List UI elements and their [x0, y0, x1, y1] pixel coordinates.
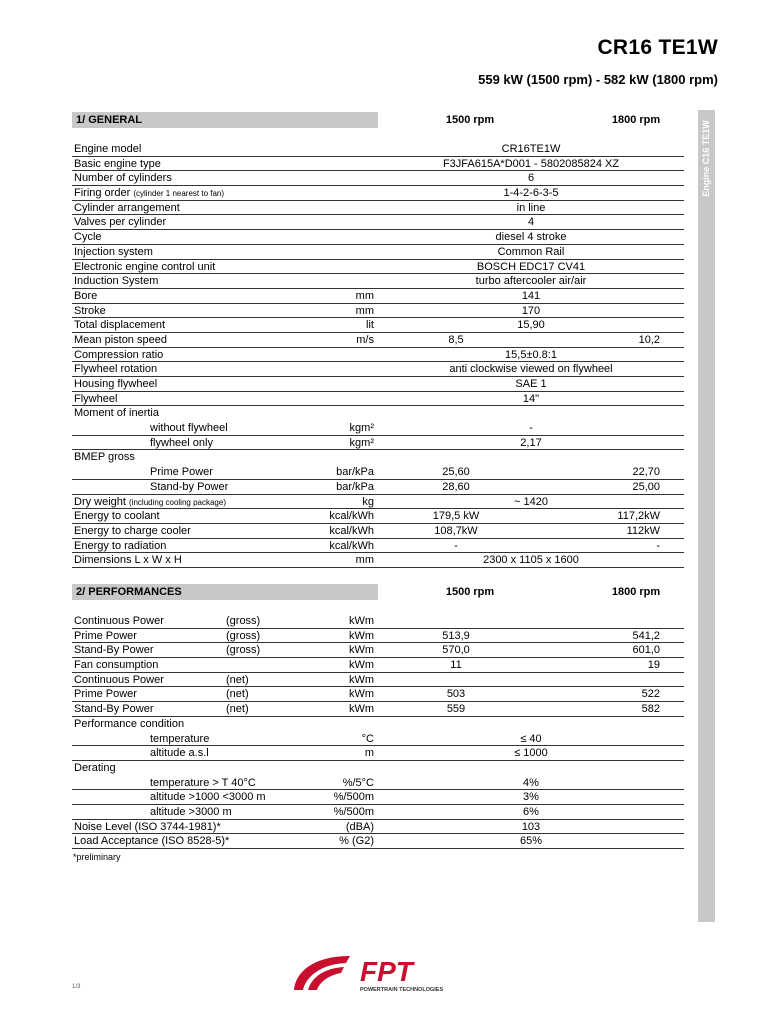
spec-value-1800rpm: 117,2kW — [617, 510, 660, 523]
spec-label: Load Acceptance (ISO 8528-5)* — [74, 835, 230, 848]
section-heading-performances: 2/ PERFORMANCES — [72, 584, 378, 600]
spec-unit: kWm — [348, 673, 374, 686]
spec-row — [72, 260, 684, 275]
spec-row — [72, 495, 684, 510]
spec-label: flywheel only — [150, 436, 213, 449]
spec-value-1800rpm: 25,00 — [632, 480, 660, 493]
spec-value-1800rpm: 22,70 — [632, 466, 660, 479]
spec-value: anti clockwise viewed on flywheel — [449, 363, 613, 376]
performances-spec-table — [72, 614, 684, 849]
spec-value-1500rpm: 513,9 — [442, 629, 470, 642]
spec-value: BOSCH EDC17 CV41 — [476, 260, 586, 273]
spec-label-note: (cylinder 1 nearest to fan) — [133, 189, 225, 199]
spec-value: 14" — [522, 392, 540, 405]
spec-unit: kWm — [348, 615, 374, 627]
spec-row — [72, 790, 684, 805]
logo-tagline: POWERTRAIN TECHNOLOGIES — [360, 987, 444, 993]
spec-label: altitude >3000 m — [150, 805, 232, 818]
spec-unit: mm — [355, 304, 374, 317]
spec-row — [72, 553, 684, 568]
spec-label-group — [74, 495, 226, 510]
spec-unit: kcal/kWh — [329, 510, 374, 523]
spec-label: Firing order — [74, 187, 131, 200]
spec-row — [72, 362, 684, 377]
spec-value-1800rpm: 541,2 — [632, 629, 660, 642]
spec-value-1800rpm: 601,0 — [632, 644, 660, 657]
spec-qualifier: (net) — [226, 673, 249, 686]
spec-value-1800rpm: 19 — [647, 659, 660, 672]
spec-row — [72, 348, 684, 363]
spec-label: Moment of inertia — [74, 407, 159, 420]
spec-qualifier: (net) — [226, 688, 249, 701]
spec-label: Valves per cylinder — [74, 216, 167, 229]
spec-label: BMEP gross — [74, 451, 135, 464]
spec-unit: (dBA) — [345, 820, 374, 833]
spec-label: Compression ratio — [74, 348, 164, 361]
spec-row — [72, 465, 684, 480]
spec-row — [72, 304, 684, 319]
spec-label: Injection system — [74, 245, 153, 258]
spec-value: 2300 x 1105 x 1600 — [483, 554, 579, 567]
spec-unit: bar/kPa — [336, 466, 374, 479]
spec-qualifier: (gross) — [226, 644, 261, 657]
spec-label: Stand-by Power — [150, 480, 229, 493]
spec-value: 1-4-2-6-3-5 — [503, 187, 559, 200]
spec-row — [72, 687, 684, 702]
spec-value: F3JFA615A*D001 - 5802085824 XZ — [442, 157, 620, 170]
spec-label: Derating — [74, 761, 116, 774]
spec-value-1500rpm: 503 — [446, 688, 466, 701]
spec-label: Induction System — [74, 275, 159, 288]
spec-row — [72, 377, 684, 392]
spec-row — [72, 732, 684, 747]
spec-value: CR16TE1W — [501, 143, 561, 155]
spec-unit: mm — [355, 554, 374, 567]
performances-rpm-1800: 1800 rpm — [611, 586, 661, 598]
side-tab-label: Engine C16 TE1W — [701, 120, 711, 197]
spec-row — [72, 539, 684, 554]
spec-label: Dry weight — [74, 495, 126, 508]
spec-value: 170 — [521, 304, 541, 317]
spec-label: altitude >1000 <3000 m — [150, 791, 266, 804]
spec-unit: m — [364, 747, 374, 760]
spec-label: Energy to charge cooler — [74, 524, 191, 537]
spec-qualifier: (gross) — [226, 615, 261, 627]
spec-value: 65% — [519, 835, 543, 848]
spec-value: 15,5±0.8:1 — [505, 348, 557, 361]
spec-row — [72, 834, 684, 849]
spec-label-group — [74, 186, 224, 201]
spec-label: Energy to coolant — [74, 510, 160, 523]
spec-row — [72, 629, 684, 644]
spec-label: Continuous Power — [74, 673, 164, 686]
spec-value: Common Rail — [497, 245, 565, 258]
spec-value: 141 — [521, 289, 541, 302]
spec-label: Fan consumption — [74, 659, 159, 672]
spec-row — [72, 776, 684, 791]
spec-row — [72, 142, 684, 157]
spec-value: 4% — [523, 776, 539, 789]
spec-unit: kg — [362, 495, 374, 508]
spec-row — [72, 702, 684, 717]
spec-unit: kWm — [348, 629, 374, 642]
spec-label: Total displacement — [74, 319, 166, 332]
spec-row — [72, 318, 684, 333]
spec-label: Housing flywheel — [74, 378, 158, 390]
spec-value-1800rpm: 522 — [641, 688, 660, 701]
performances-rpm-1500: 1500 rpm — [445, 586, 495, 598]
spec-value-1500rpm: 28,60 — [442, 480, 470, 493]
spec-unit: lit — [366, 319, 374, 332]
spec-label: Prime Power — [74, 629, 137, 642]
spec-label: temperature > T 40°C — [150, 776, 256, 789]
spec-row — [72, 717, 684, 732]
spec-unit: kWm — [348, 703, 374, 716]
spec-label: Continuous Power — [74, 615, 164, 627]
spec-row — [72, 186, 684, 201]
spec-row — [72, 673, 684, 688]
spec-value: 6 — [527, 172, 535, 185]
spec-row — [72, 658, 684, 673]
spec-label: Prime Power — [150, 466, 213, 479]
spec-unit: mm — [355, 289, 374, 302]
spec-label: without flywheel — [150, 422, 228, 435]
spec-value-1500rpm: 108,7kW — [434, 524, 478, 537]
spec-label: Stroke — [74, 304, 106, 317]
spec-label-note: (including cooling package) — [129, 497, 226, 507]
spec-value: 6% — [523, 805, 539, 818]
spec-row — [72, 614, 684, 629]
spec-unit: kWm — [348, 644, 374, 657]
spec-row — [72, 215, 684, 230]
spec-unit: kWm — [348, 688, 374, 701]
fpt-logo — [290, 948, 480, 994]
general-spec-table — [72, 142, 684, 568]
spec-row — [72, 274, 684, 289]
spec-label: Prime Power — [74, 688, 137, 701]
spec-row — [72, 436, 684, 451]
general-rpm-1800: 1800 rpm — [611, 114, 661, 126]
spec-unit: kgm² — [349, 436, 374, 449]
spec-label: Dimensions L x W x H — [74, 554, 182, 567]
spec-row — [72, 643, 684, 658]
side-tab — [698, 110, 715, 922]
spec-row — [72, 761, 684, 776]
spec-unit: °C — [361, 732, 374, 745]
spec-value-1800rpm: 582 — [641, 703, 660, 716]
page-title: CR16 TE1W — [597, 36, 718, 59]
spec-label: Stand-By Power — [74, 644, 154, 657]
spec-label: Basic engine type — [74, 157, 161, 170]
spec-row — [72, 406, 684, 421]
general-rpm-1500: 1500 rpm — [445, 114, 495, 126]
spec-label: Flywheel — [74, 392, 118, 405]
spec-value: SAE 1 — [515, 378, 547, 390]
spec-value: ≤ 40 — [520, 732, 542, 745]
section-heading-general: 1/ GENERAL — [72, 112, 378, 128]
spec-row — [72, 201, 684, 216]
spec-unit: kWm — [348, 659, 374, 672]
spec-label: Electronic engine control unit — [74, 260, 216, 273]
spec-label: altitude a.s.l — [150, 747, 209, 760]
spec-label: Number of cylinders — [74, 172, 172, 185]
spec-value-1500rpm: 11 — [450, 659, 462, 672]
spec-label: Performance condition — [74, 717, 185, 730]
spec-value: diesel 4 stroke — [495, 231, 567, 244]
logo-brand: FPT — [360, 956, 413, 987]
spec-unit: kcal/kWh — [329, 539, 374, 552]
spec-value-1500rpm: 8,5 — [448, 333, 464, 346]
spec-row — [72, 805, 684, 820]
spec-row — [72, 171, 684, 186]
spec-value-1500rpm: 559 — [446, 703, 466, 716]
spec-value: turbo aftercooler air/air — [475, 275, 587, 288]
spec-row — [72, 230, 684, 245]
spec-row — [72, 333, 684, 348]
spec-value: 3% — [523, 791, 539, 804]
spec-value: 15,90 — [517, 319, 545, 332]
spec-value: 103 — [521, 820, 541, 833]
spec-value: 2,17 — [520, 436, 542, 449]
spec-unit: %/5°C — [342, 776, 374, 789]
spec-value-1800rpm: - — [656, 539, 660, 552]
page-subtitle: 559 kW (1500 rpm) - 582 kW (1800 rpm) — [478, 72, 718, 87]
spec-value-1800rpm: 112kW — [626, 524, 660, 537]
spec-row — [72, 157, 684, 172]
spec-unit: % (G2) — [339, 835, 374, 848]
spec-row — [72, 746, 684, 761]
spec-row — [72, 392, 684, 407]
spec-qualifier: (net) — [226, 703, 249, 716]
spec-row — [72, 509, 684, 524]
spec-label: Cycle — [74, 231, 102, 244]
spec-row — [72, 480, 684, 495]
spec-row — [72, 245, 684, 260]
spec-row — [72, 450, 684, 465]
spec-unit: %/500m — [333, 805, 374, 818]
spec-value: in line — [516, 201, 546, 214]
spec-unit: m/s — [356, 333, 374, 346]
spec-row — [72, 421, 684, 436]
spec-label: Engine model — [74, 143, 142, 155]
spec-value: ≤ 1000 — [514, 747, 548, 760]
spec-label: temperature — [150, 732, 210, 745]
spec-value-1500rpm: 179,5 kW — [432, 510, 480, 523]
spec-qualifier: (gross) — [226, 629, 261, 642]
spec-label: Bore — [74, 289, 98, 302]
spec-value: 4 — [527, 216, 535, 229]
spec-unit: bar/kPa — [336, 480, 374, 493]
footnote: *preliminary — [73, 852, 121, 862]
spec-label: Cylinder arrangement — [74, 201, 180, 214]
spec-label: Energy to radiation — [74, 539, 167, 552]
spec-row — [72, 289, 684, 304]
spec-unit: kgm² — [349, 422, 374, 435]
spec-label: Stand-By Power — [74, 703, 154, 716]
spec-value-1500rpm: 25,60 — [442, 466, 470, 479]
page-number: 1/3 — [72, 984, 81, 990]
spec-value-1500rpm: - — [454, 539, 458, 552]
spec-value: ~ 1420 — [514, 495, 548, 508]
spec-unit: %/500m — [333, 791, 374, 804]
spec-value-1800rpm: 10,2 — [638, 333, 660, 346]
spec-value-1500rpm: 570,0 — [442, 644, 470, 657]
spec-value: - — [529, 422, 533, 435]
spec-row — [72, 524, 684, 539]
spec-label: Flywheel rotation — [74, 363, 158, 376]
spec-label: Mean piston speed — [74, 333, 167, 346]
spec-row — [72, 820, 684, 835]
spec-unit: kcal/kWh — [329, 524, 374, 537]
spec-label: Noise Level (ISO 3744-1981)* — [74, 820, 221, 833]
